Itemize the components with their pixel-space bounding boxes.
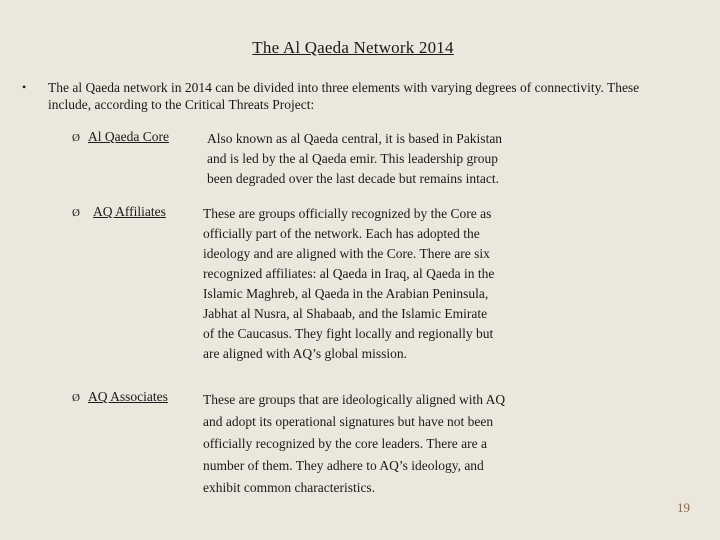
item-term: AQ Affiliates bbox=[93, 204, 166, 219]
page-number: 19 bbox=[677, 500, 690, 515]
arrow-bullet-icon: Ø bbox=[72, 392, 80, 404]
item-label-affiliates bbox=[72, 204, 166, 220]
slide-title: The Al Qaeda Network 2014 bbox=[252, 38, 454, 57]
arrow-bullet-icon: Ø bbox=[72, 132, 80, 144]
item-label-associates bbox=[72, 389, 168, 405]
intro-text: The al Qaeda network in 2014 can be divided into three elements with varying degrees of connectivity. These include, according to the Critical Threats Project: bbox=[48, 80, 640, 112]
bullet-icon: • bbox=[22, 80, 27, 94]
item-description-affiliates: These are groups officially recognized by the Core as officially part of the network. Each has adopted the ideology and are aligned with the Core. There are six recognized affiliates: al Qaeda in Iraq, al Qaeda in the Islamic Maghreb, al Qaeda in the Arabian Peninsula, Jabhat al Nusra, al Shabaab, and the Islamic Emirate of the Caucasus. They fight locally and regionally but are aligned with AQ’s global mission. bbox=[203, 206, 495, 361]
item-description-core: Also known as al Qaeda central, it is based in Pakistan and is led by the al Qaeda emir. This leadership group been degraded over the last decade but remains intact. bbox=[207, 131, 503, 186]
item-term: Al Qaeda Core bbox=[88, 129, 169, 144]
item-description-associates: These are groups that are ideologically aligned with AQ and adopt its operational signatures but have not been officially recognized by the core leaders. There are a number of them. They adhere to AQ’s ideology, and exhibit common characteristics. bbox=[203, 392, 506, 495]
intro-bullet bbox=[22, 79, 682, 113]
item-label-core bbox=[72, 129, 169, 145]
item-term: AQ Associates bbox=[88, 389, 168, 404]
arrow-bullet-icon: Ø bbox=[72, 207, 80, 219]
